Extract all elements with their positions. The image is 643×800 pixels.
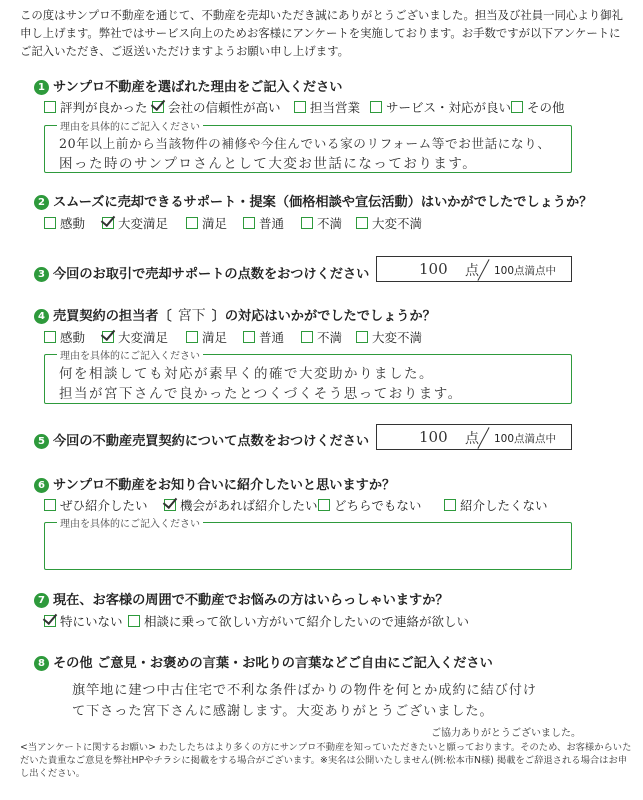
question-5-text: 今回の不動産売買契約について点数をおつけください [53,434,370,449]
reason-label: 理由を具体的にご記入ください [57,118,203,133]
option-label: 感動 [60,216,86,231]
question-5-title [34,430,369,449]
option-label: ぜひ紹介したい [60,498,148,513]
option-label: 特にいない [60,614,123,629]
question-3-text: 今回のお取引で売却サポートの点数をおつけください [53,267,370,282]
question-4-title [34,305,436,325]
question-2-text: スムーズに売却できるサポート・提案（価格相談や宣伝活動）はいかがでしたでしょうか？ [53,195,593,210]
q4-option-6[interactable] [356,328,422,346]
question-7-title [34,589,449,608]
q7-option-2[interactable] [128,612,469,630]
q4-option-3[interactable] [186,328,227,346]
q4-answer-line-1: 何を相談しても対応が素早く的確で大変助かりました。 [59,366,434,382]
checkbox[interactable] [44,101,56,113]
q2-option-5[interactable] [301,214,342,232]
question-number-badge: 3 [34,267,49,282]
q2-option-2[interactable] [102,214,168,232]
q1-option-other[interactable] [511,98,565,116]
question-2-title [34,191,592,210]
checkbox[interactable] [243,331,255,343]
question-8-title [34,652,493,671]
checkbox[interactable] [301,217,313,229]
q1-option-sales-rep[interactable] [294,98,360,116]
checkbox[interactable] [294,101,306,113]
question-4-text-pre: 売買契約の担当者〔 [53,309,172,324]
checkbox-checked[interactable] [152,101,164,113]
checkbox[interactable] [444,499,456,511]
option-label: 不満 [317,216,343,231]
thanks-text: ご協力ありがとうございました。 [431,728,581,739]
question-number-badge: 8 [34,656,49,671]
option-label: 紹介したくない [460,498,548,513]
option-label: その他 [527,100,565,115]
checkbox[interactable] [318,499,330,511]
reason-label: 理由を具体的にご記入ください [57,515,203,530]
option-label: 評判が良かった [60,100,148,115]
q4-option-5[interactable] [301,328,342,346]
question-1-title [34,76,342,95]
option-label: 不満 [317,330,343,345]
q4-option-2[interactable] [102,328,168,346]
checkbox[interactable] [186,217,198,229]
question-number-badge: 1 [34,80,49,95]
checkbox[interactable] [128,615,140,627]
score-slash [477,427,489,449]
question-4-text-post: 〕の対応はいかがでしたでしょうか？ [211,309,436,324]
option-label: 普通 [259,216,285,231]
option-label: サービス・対応が良い [386,100,512,115]
score-max-label: 100点満点中 [494,265,557,277]
question-7-text: 現在、お客様の周囲で不動産でお悩みの方はいらっしゃいますか？ [53,593,449,608]
option-label: 大変満足 [118,330,169,345]
q6-option-4[interactable] [444,496,548,514]
q8-answer-line-1: 旗竿地に建つ中古住宅で不利な条件ばかりの物件を何とか成約に結び付け [72,683,537,698]
option-label: 相談に乗って欲しい方がいて紹介したいので連絡が欲しい [144,614,470,629]
option-label: 満足 [202,216,228,231]
score-unit: 点 [465,431,479,447]
checkbox[interactable] [243,217,255,229]
q1-answer-line-1: 20年以上前から当該物件の補修や今住んでいる家のリフォーム等でお世話になり、 [59,136,551,151]
checkbox[interactable] [301,331,313,343]
checkbox-checked[interactable] [102,217,114,229]
question-3-title [34,263,369,282]
q5-score-value: 100 [419,428,448,446]
checkbox[interactable] [44,217,56,229]
q1-reason-box[interactable] [44,122,572,173]
option-label: 満足 [202,330,228,345]
question-number-badge: 7 [34,593,49,608]
q2-option-6[interactable] [356,214,422,232]
q1-answer-line-2: 困った時のサンプロさんとして大変お世話になっております。 [59,156,478,172]
q6-option-1[interactable] [44,496,148,514]
q4-option-1[interactable] [44,328,85,346]
checkbox[interactable] [356,217,368,229]
q4-reason-box[interactable] [44,351,572,404]
checkbox[interactable] [370,101,382,113]
checkbox-checked[interactable] [44,615,56,627]
checkbox-checked[interactable] [164,499,176,511]
question-number-badge: 2 [34,195,49,210]
option-label: 会社の信頼性が高い [168,100,281,115]
checkbox[interactable] [186,331,198,343]
question-number-badge: 4 [34,309,49,324]
reason-label: 理由を具体的にご記入ください [57,347,203,362]
question-number-badge: 5 [34,434,49,449]
option-label: 大変不満 [372,216,423,231]
checkbox[interactable] [44,499,56,511]
intro-text: この度はサンプロ不動産を通じて、不動産を売却いただき誠にありがとうございました。担当及び社員一同心より御礼申し上げます。弊社ではサービス向上のためお客様にアンケートを実施しております。お手数ですが以下アンケートにご記入いただき、ご返送いただけますようお願い申し上げます。 [20,8,623,58]
question-6-title [34,474,395,493]
option-label: 普通 [259,330,285,345]
option-label: 担当営業 [310,100,361,115]
question-6-text: サンプロ不動産をお知り合いに紹介したいと思いますか？ [53,478,396,493]
option-label: どちらでもない [334,498,422,513]
q5-score-box[interactable] [376,424,572,450]
score-max-label: 100点満点中 [494,433,557,445]
footer-note: <当アンケートに関するお願い> わたしたちはより多くの方にサンプロ不動産を知っていただきたいと願っております。そのため、お客様からいただいた貴重なご意見を弊社HPやチラシに掲載をする場合がございます。※実名は公開いたしません(例:松本市N様) 掲載をご辞退される場合はお申し出ください。 [20,742,632,779]
q3-score-box[interactable] [376,256,572,282]
q2-option-4[interactable] [243,214,284,232]
q8-comment-area[interactable] [44,675,596,725]
option-label: 大変不満 [372,330,423,345]
question-8-text: その他 ご意見・お褒めの言葉・お叱りの言葉などご自由にご記入ください [53,656,493,671]
checkbox[interactable] [511,101,523,113]
q1-option-reputation[interactable] [44,98,148,116]
q6-reason-box[interactable] [44,519,572,570]
q7-option-1[interactable] [44,612,123,630]
q6-option-3[interactable] [318,496,421,514]
q4-answer-line-2: 担当が宮下さんで良かったとつくづくそう思っております。 [59,386,463,402]
staff-name: 宮下 [177,308,206,324]
checkbox[interactable] [356,331,368,343]
question-1-text: サンプロ不動産を選ばれた理由をご記入ください [53,80,343,95]
q1-option-reliability[interactable] [152,98,281,116]
q2-option-3[interactable] [186,214,227,232]
q2-option-1[interactable] [44,214,85,232]
q4-option-4[interactable] [243,328,284,346]
option-label: 機会があれば紹介したい [180,498,318,513]
checkbox-checked[interactable] [102,331,114,343]
q8-answer-line-2: て下さった宮下さんに感謝します。大変ありがとうございました。 [72,704,494,719]
score-slash [477,259,489,281]
question-number-badge: 6 [34,478,49,493]
option-label: 大変満足 [118,216,169,231]
checkbox[interactable] [44,331,56,343]
option-label: 感動 [60,330,86,345]
q1-option-service[interactable] [370,98,511,116]
score-unit: 点 [465,263,479,279]
q6-option-2[interactable] [164,496,318,514]
q3-score-value: 100 [419,260,448,278]
